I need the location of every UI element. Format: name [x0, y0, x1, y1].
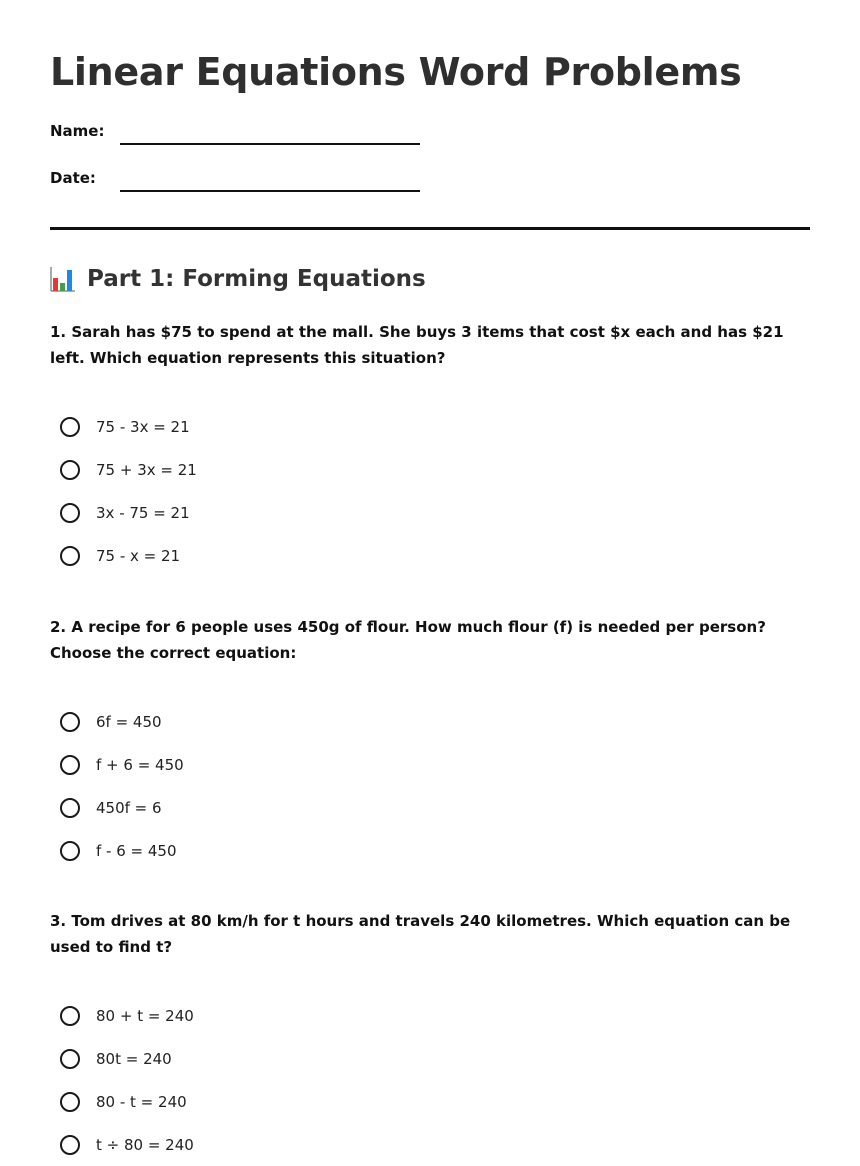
radio-button[interactable] — [60, 1135, 80, 1155]
question-3-option-c[interactable] — [60, 1080, 460, 1123]
question-2-option-b[interactable] — [60, 743, 460, 786]
option-label: 80t = 240 — [96, 1049, 172, 1068]
option-label: t ÷ 80 = 240 — [96, 1135, 194, 1154]
option-label: 75 + 3x = 21 — [96, 460, 197, 479]
option-label: 6f = 450 — [96, 712, 162, 731]
radio-button[interactable] — [60, 755, 80, 775]
question-1-option-b[interactable] — [60, 448, 460, 491]
question-1 — [50, 319, 810, 565]
bar-chart-icon — [50, 266, 76, 292]
question-1-text: 1. Sarah has $75 to spend at the mall. She buys 3 items that cost $x each and has $21 left. Which equation represents this situation? — [50, 323, 784, 367]
radio-button[interactable] — [60, 1049, 80, 1069]
question-3-option-a[interactable] — [60, 994, 460, 1037]
date-input[interactable] — [120, 190, 420, 192]
radio-button[interactable] — [60, 417, 80, 437]
question-2-text: 2. A recipe for 6 people uses 450g of flour. How much flour (f) is needed per person? Choose the correct equation: — [50, 618, 766, 662]
question-3-text: 3. Tom drives at 80 km/h for t hours and travels 240 kilometres. Which equation can be used to find t? — [50, 912, 791, 956]
question-1-option-a[interactable] — [60, 405, 460, 448]
radio-button[interactable] — [60, 798, 80, 818]
option-label: 3x - 75 = 21 — [96, 503, 190, 522]
header-divider — [50, 227, 810, 230]
option-label: f + 6 = 450 — [96, 755, 184, 774]
question-2-option-d[interactable] — [60, 829, 460, 872]
radio-button[interactable] — [60, 1092, 80, 1112]
question-3 — [50, 908, 810, 1154]
radio-button[interactable] — [60, 1006, 80, 1026]
part-1-heading-text: Part 1: Forming Equations — [87, 266, 426, 292]
option-label: 75 - 3x = 21 — [96, 417, 190, 436]
option-label: 450f = 6 — [96, 798, 162, 817]
date-label: Date: — [50, 169, 96, 187]
question-3-option-d[interactable] — [60, 1123, 460, 1166]
option-label: 75 - x = 21 — [96, 546, 181, 565]
question-3-option-b[interactable] — [60, 1037, 460, 1080]
option-label: f - 6 = 450 — [96, 841, 177, 860]
question-1-option-c[interactable] — [60, 491, 460, 534]
part-1-heading — [50, 266, 426, 292]
radio-button[interactable] — [60, 841, 80, 861]
radio-button[interactable] — [60, 460, 80, 480]
question-2-options — [60, 700, 460, 872]
option-label: 80 + t = 240 — [96, 1006, 194, 1025]
question-3-options — [60, 994, 460, 1166]
radio-button[interactable] — [60, 503, 80, 523]
option-label: 80 - t = 240 — [96, 1092, 187, 1111]
question-1-options — [60, 405, 460, 577]
name-input[interactable] — [120, 143, 420, 145]
radio-button[interactable] — [60, 546, 80, 566]
radio-button[interactable] — [60, 712, 80, 732]
question-2-option-a[interactable] — [60, 700, 460, 743]
name-label: Name: — [50, 122, 105, 140]
question-2-option-c[interactable] — [60, 786, 460, 829]
name-field-row — [50, 116, 420, 146]
page-title: Linear Equations Word Problems — [50, 50, 742, 94]
date-field-row — [50, 163, 420, 193]
question-2 — [50, 614, 810, 860]
question-1-option-d[interactable] — [60, 534, 460, 577]
